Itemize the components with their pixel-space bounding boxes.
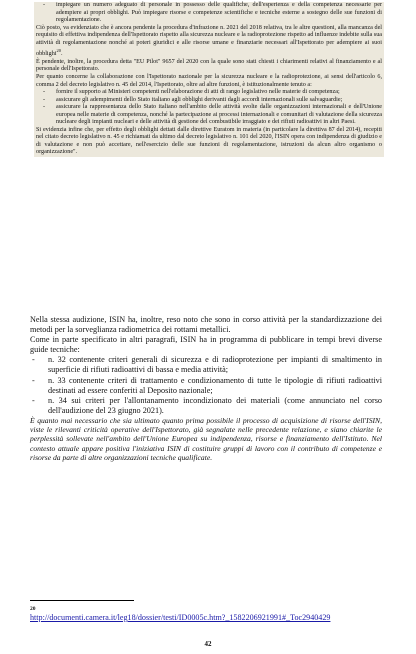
quote-paragraph: È pendente, inoltre, la procedura detta "EU Pilot" 9657 del 2020 con la quale sono stati chiesti i chiarimenti relativi al finanziamento e al personale dell'Ispettorato. bbox=[36, 58, 382, 73]
paragraph-text: Ciò posto, va evidenziato che è ancora pendente la procedura d'infrazione n. 2021 del 2018 relativa, tra le altre questioni, alla mancanza del requisito di effettiva indipendenza dell'Ispettorato rispetto alla sicurezza nucleare e la radioprotezione rispetto ad influenze indebite sulla sua attività di regolamentazione nonché ai poteri giuridici e alle risorse umane e finanziarie necessari all'Ispettorato per adempiere ai suoi obblighi bbox=[36, 24, 382, 58]
body-paragraph: Nella stessa audizione, ISIN ha, inoltre, reso noto che sono in corso attività per la standardizzazione dei metodi per la sorveglianza radiometrica dei rottami metallici. bbox=[30, 315, 382, 335]
list-item: - n. 34 sui criteri per l'allontanamento incondizionato dei materiali (come annunciato nel corso dell'audizione del 23 giugno 2021). bbox=[30, 396, 382, 416]
body-paragraph: Come in parte specificato in altri paragrafi, ISIN ha in programma di pubblicare in tempi brevi diverse guide tecniche: bbox=[30, 335, 382, 355]
quote-paragraph: Si evidenzia infine che, per effetto degli obblighi dettati dalle direttive Euratom in materia (in particolare la direttiva 87 del 2014), recepiti nel citato decreto legislativo n. 45 e richiamati da ultimo dal decreto legislativo n. 101 del 2020, l'ISIN opera con indipendenza di giudizio e di valutazione e non può accettare, nell'esercizio delle sue funzioni di regolamentazione, istruzioni da alcun altro organismo o organizzazione". bbox=[36, 126, 382, 156]
footnote-divider bbox=[30, 600, 134, 601]
quote-bullet-list bbox=[36, 89, 382, 127]
list-item-text: impiegare un numero adeguato di personale in possesso delle qualifiche, dell'esperienza e della competenza necessarie per adempiere ai propri obblighi. Può impiegare risorse e competenze scientifiche e tecniche esterne a sostegno delle sue funzioni di regolamentazione. bbox=[56, 2, 382, 24]
list-item: - fornire il supporto ai Ministeri competenti nell'elaborazione di atti di rango legislativo nelle materie di competenza; bbox=[36, 89, 382, 97]
footnote-number: 20 bbox=[30, 606, 36, 612]
list-item: - n. 33 contenente criteri di trattamento e condizionamento di tutte le tipologie di rifiuti radioattivi destinati ad essere conferiti al Deposito nazionale; bbox=[30, 376, 382, 396]
list-item bbox=[36, 2, 382, 25]
footnote bbox=[30, 606, 390, 623]
conclusion-paragraph: È quanto mai necessario che sia ultimato quanto prima possibile il processo di acquisizione di risorse dell'ISIN, viste le rilevanti criticità operative dell'Ispettorato, già segnalate nelle precedente relazione, e siano chiarite le perplessità sollevate nell'ambito dell'Unione Europea su indipendenza, risorse e finanziamento dell'Istituto. Nel contesto attuale appare positiva l'iniziativa ISIN di costituire gruppi di lavoro con il contributo di competenze e risorse da parte di altre organizzazioni tecniche qualificate. bbox=[30, 415, 382, 462]
body-text bbox=[30, 315, 382, 462]
quoted-text-block bbox=[34, 2, 384, 157]
paragraph-text-end: . bbox=[60, 51, 63, 58]
footnote-reference[interactable]: 20 bbox=[56, 48, 61, 54]
page-number: 42 bbox=[204, 640, 212, 648]
quote-paragraph bbox=[36, 25, 382, 59]
list-item: - n. 32 contenente criteri generali di sicurezza e di radioprotezione per impianti di smaltimento in superficie di rifiuti radioattivi di bassa e media attività; bbox=[30, 355, 382, 375]
list-item: - assicurare gli adempimenti dello Stato italiano agli obblighi derivanti dagli accordi internazionali sulle salvaguardie; bbox=[36, 97, 382, 105]
list-item: - assicurare la rappresentanza dello Stato italiano nell'ambito delle attività svolte dalle organizzazioni internazionali e dell'Unione europea nelle materie di competenza, nonché la partecipazione ai processi internazionali e comunitari di valutazione della sicurezza nucleare degli impianti nucleari e delle attività di gestione del combustibile irraggiato e dei rifiuti radioattivi in altri Paesi. bbox=[36, 104, 382, 127]
quote-top-list bbox=[36, 2, 382, 25]
quote-paragraph: Per quanto concerne la collaborazione con l'Ispettorato nazionale per la sicurezza nucleare e la radioprotezione, ai sensi dell'articolo 6, comma 2 del decreto legislativo n. 45 del 2014, l'Ispettorato, oltre ad altre funzioni, è istituzionalmente tenuto a: bbox=[36, 73, 382, 88]
footnote-link[interactable]: http://documenti.camera.it/leg18/dossier/testi/ID0005c.htm?_1582206921991#_Toc2940429 bbox=[30, 613, 331, 622]
guide-list bbox=[30, 355, 382, 416]
